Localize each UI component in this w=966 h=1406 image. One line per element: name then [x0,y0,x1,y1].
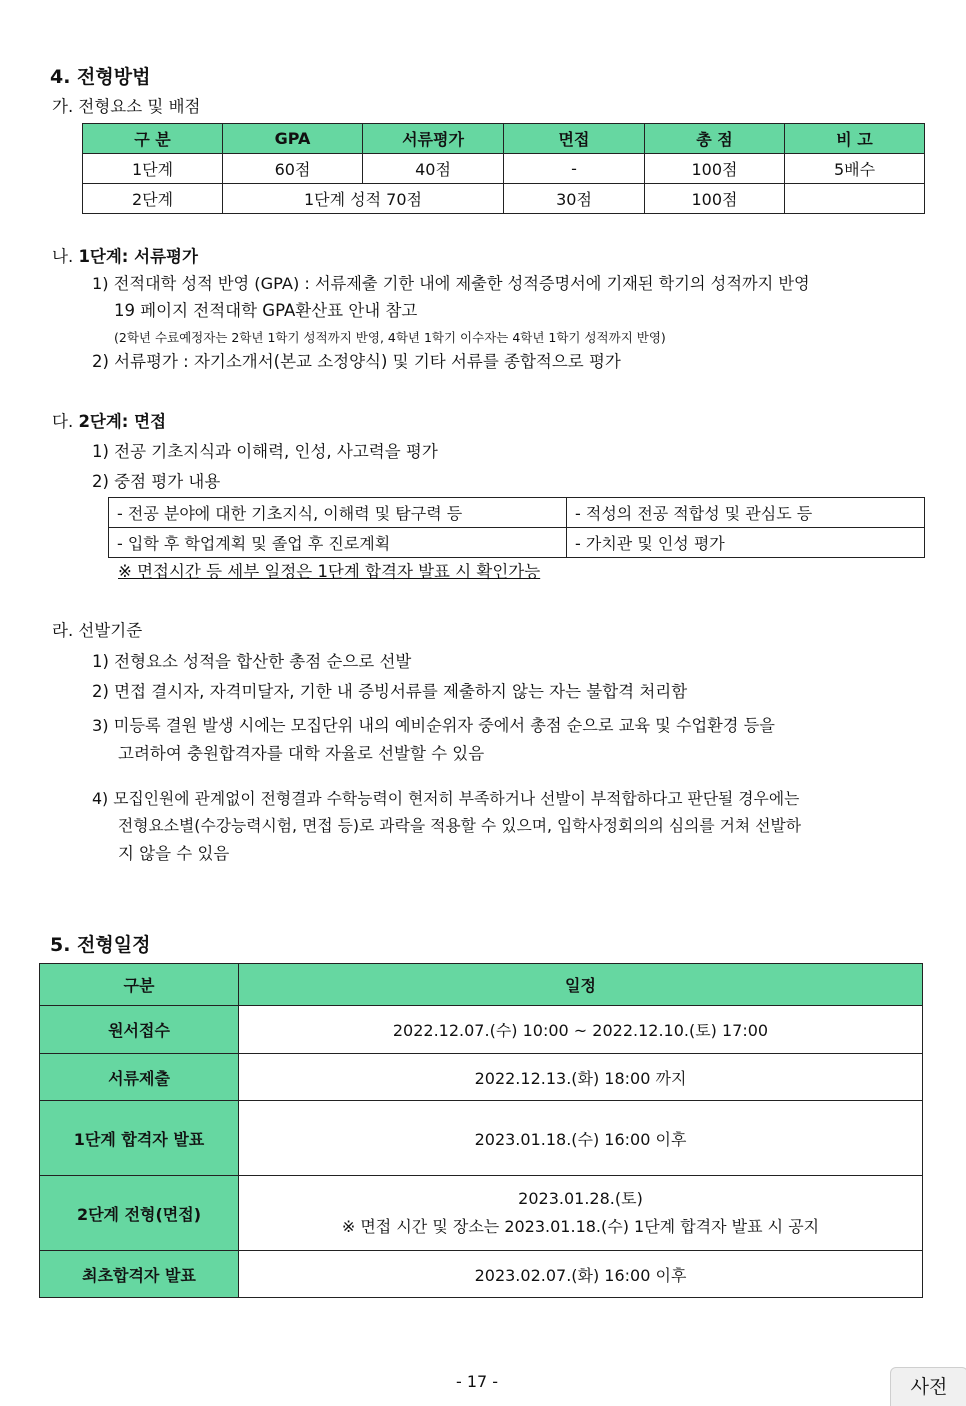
table-cell: - [504,154,645,184]
ra-item-3-line-1: 3) 미등록 결원 발생 시에는 모집단위 내의 예비순위자 중에서 총점 순으로 교육 및 수업환경 등을 [92,716,775,735]
subsection-da-heading: 2단계: 면접 [78,412,167,431]
subsection-na-title [52,246,198,268]
table-row [40,1054,923,1101]
table-row [40,1251,923,1298]
da-item-1: 1) 전공 기초지식과 이해력, 인성, 사고력을 평가 [92,442,438,461]
table-cell: 30점 [504,184,645,214]
table-cell: 1단계 성적 70점 [223,184,504,214]
table-row [109,528,925,558]
subsection-da-prefix: 다. [52,412,79,431]
table-cell: 60점 [223,154,363,184]
table-cell: - 입학 후 학업계획 및 졸업 후 진로계획 [109,528,567,558]
schedule-value-cell [239,1176,923,1251]
table-cell: 2단계 [83,184,223,214]
scoring-table-header-row [83,124,925,154]
interview-schedule-note: ※ 면접시간 등 세부 일정은 1단계 합격자 발표 시 확인가능 [118,562,541,581]
table-row [83,184,925,214]
header-category: 구 분 [83,124,223,154]
ra-item-4-line-1: 4) 모집인원에 관계없이 전형결과 수학능력이 현저히 부족하거나 선발이 부적합하다고 판단될 경우에는 [92,789,800,808]
schedule-label: 원서접수 [40,1006,239,1054]
schedule-value: 2023.01.18.(수) 16:00 이후 [239,1101,923,1176]
section-5-title: 5. 전형일정 [50,934,151,956]
header-document-review: 서류평가 [363,124,504,154]
subsection-da-title [52,411,166,433]
header-remarks: 비 고 [785,124,925,154]
section-4-title: 4. 전형방법 [50,66,151,88]
header-gpa: GPA [223,124,363,154]
header-total: 총 점 [645,124,785,154]
header-category: 구분 [40,964,239,1006]
schedule-label: 서류제출 [40,1054,239,1101]
ra-item-2: 2) 면접 결시자, 자격미달자, 기한 내 증빙서류를 제출하지 않는 자는 불합격 처리함 [92,682,688,701]
schedule-value: 2022.12.07.(수) 10:00 ~ 2022.12.10.(토) 17:00 [239,1006,923,1054]
na-item-1-cont: 19 페이지 전적대학 GPA환산표 안내 참고 [114,301,418,320]
dictionary-tab-button[interactable]: 사전 [890,1367,966,1406]
na-item-2: 2) 서류평가 : 자기소개서(본교 소정양식) 및 기타 서류를 종합적으로 평가 [92,352,621,371]
subsection-ga-title: 가. 전형요소 및 배점 [52,97,201,116]
schedule-value-note: ※ 면접 시간 및 장소는 2023.01.18.(수) 1단계 합격자 발표 시 공지 [341,1217,820,1236]
subsection-na-prefix: 나. [52,247,79,266]
table-cell: 100점 [645,184,785,214]
schedule-header-row [40,964,923,1006]
ra-item-4-line-3: 지 않을 수 있음 [118,844,230,863]
table-row [83,154,925,184]
schedule-label: 1단계 합격자 발표 [40,1101,239,1176]
schedule-value: 2022.12.13.(화) 18:00 까지 [239,1054,923,1101]
table-cell: 1단계 [83,154,223,184]
table-row [109,498,925,528]
schedule-label: 2단계 전형(면접) [40,1176,239,1251]
ra-item-3-line-2: 고려하여 충원합격자를 대학 자율로 선발할 수 있음 [118,744,485,763]
table-row [40,1176,923,1251]
interview-criteria-table [108,497,925,558]
na-item-1-note: (2학년 수료예정자는 2학년 1학기 성적까지 반영, 4학년 1학기 이수자는 4학년 1학기 성적까지 반영) [114,330,666,345]
schedule-value: 2023.01.28.(토) [518,1189,643,1208]
subsection-na-heading: 1단계: 서류평가 [78,247,198,266]
da-item-2: 2) 중점 평가 내용 [92,472,221,491]
scoring-table [82,123,925,214]
table-cell [785,184,925,214]
table-cell: 40점 [363,154,504,184]
subsection-ra-title: 라. 선발기준 [52,621,143,640]
table-cell: - 가치관 및 인성 평가 [567,528,925,558]
table-row [40,1101,923,1176]
header-schedule: 일정 [239,964,923,1006]
table-cell: - 적성의 전공 적합성 및 관심도 등 [567,498,925,528]
header-interview: 면접 [504,124,645,154]
schedule-label: 최초합격자 발표 [40,1251,239,1298]
schedule-table [39,963,923,1298]
page-number: - 17 - [456,1372,499,1391]
ra-item-1: 1) 전형요소 성적을 합산한 총점 순으로 선발 [92,652,412,671]
ra-item-4-line-2: 전형요소별(수강능력시험, 면접 등)로 과락을 적용할 수 있으며, 입학사정회의의 심의를 거쳐 선발하 [118,816,801,835]
table-row [40,1006,923,1054]
schedule-value: 2023.02.07.(화) 16:00 이후 [239,1251,923,1298]
table-cell: 100점 [645,154,785,184]
na-item-1: 1) 전적대학 성적 반영 (GPA) : 서류제출 기한 내에 제출한 성적증명서에 기재된 학기의 성적까지 반영 [92,274,810,293]
table-cell: 5배수 [785,154,925,184]
table-cell: - 전공 분야에 대한 기초지식, 이해력 및 탐구력 등 [109,498,567,528]
